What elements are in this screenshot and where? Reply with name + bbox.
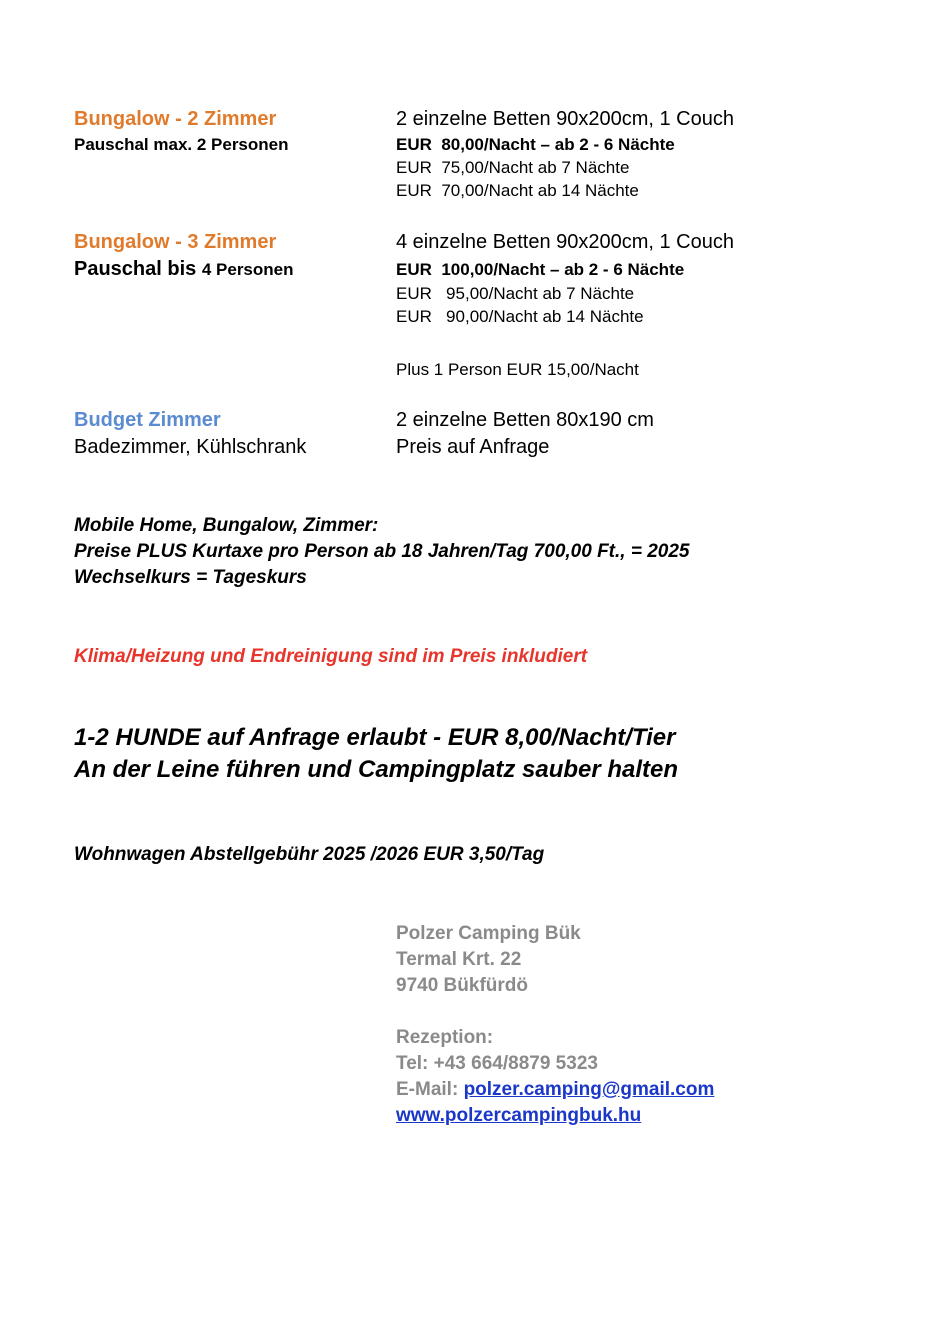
caravan-fee: Wohnwagen Abstellgebühr 2025 /2026 EUR 3,50/Tag [74,844,545,865]
budget-beds: 2 einzelne Betten 80x190 cm [396,409,654,431]
bungalow-3-price-3: EUR 90,00/Nacht ab 14 Nächte [396,307,644,326]
bungalow-3-price-2: EUR 95,00/Nacht ab 7 Nächte [396,284,635,303]
reception-label: Rezeption: [396,1027,494,1048]
reception-email-row [396,1079,714,1101]
budget-price: Preis auf Anfrage [396,436,550,458]
bungalow-3-subtitle-a: Pauschal bis [74,258,202,280]
bungalow-2-beds: 2 einzelne Betten 90x200cm, 1 Couch [396,108,734,130]
notes-line-2: Preise PLUS Kurtaxe pro Person ab 18 Jahren/Tag 700,00 Ft., = 2025 [74,541,690,562]
notes-line-1: Mobile Home, Bungalow, Zimmer: [74,515,379,536]
budget-subtitle: Badezimmer, Kühlschrank [74,436,307,458]
bungalow-3-subtitle-b: 4 Personen [201,260,294,279]
bungalow-2-price-3: EUR 70,00/Nacht ab 14 Nächte [396,181,639,200]
website-row [396,1105,641,1127]
contact-street: Termal Krt. 22 [396,949,522,970]
budget-title: Budget Zimmer [74,409,221,431]
bungalow-3-beds: 4 einzelne Betten 90x200cm, 1 Couch [396,231,734,253]
bungalow-2-price-2: EUR 75,00/Nacht ab 7 Nächte [396,158,630,177]
bungalow-3-title: Bungalow - 3 Zimmer [74,231,277,253]
bungalow-3-price-1: EUR 100,00/Nacht – ab 2 - 6 Nächte [396,260,685,279]
dogs-line-2: An der Leine führen und Campingplatz sauber halten [74,756,679,783]
bungalow-2-subtitle: Pauschal max. 2 Personen [74,135,289,154]
included-note: Klima/Heizung und Endreinigung sind im Preis inkludiert [74,646,588,667]
bungalow-3-subtitle [74,258,294,281]
bungalow-3-extra-person: Plus 1 Person EUR 15,00/Nacht [396,360,639,379]
contact-name: Polzer Camping Bük [396,923,581,944]
email-link[interactable]: polzer.camping@gmail.com [463,1079,715,1100]
notes-line-3: Wechselkurs = Tageskurs [74,567,307,588]
bungalow-2-price-1: EUR 80,00/Nacht – ab 2 - 6 Nächte [396,135,675,154]
bungalow-2-title: Bungalow - 2 Zimmer [74,108,277,130]
website-link[interactable]: www.polzercampingbuk.hu [396,1105,642,1126]
dogs-line-1: 1-2 HUNDE auf Anfrage erlaubt - EUR 8,00/Nacht/Tier [74,724,676,751]
reception-tel: Tel: +43 664/8879 5323 [396,1053,598,1074]
contact-city: 9740 Bükfürdö [396,975,528,996]
email-label: E-Mail: [396,1079,464,1100]
